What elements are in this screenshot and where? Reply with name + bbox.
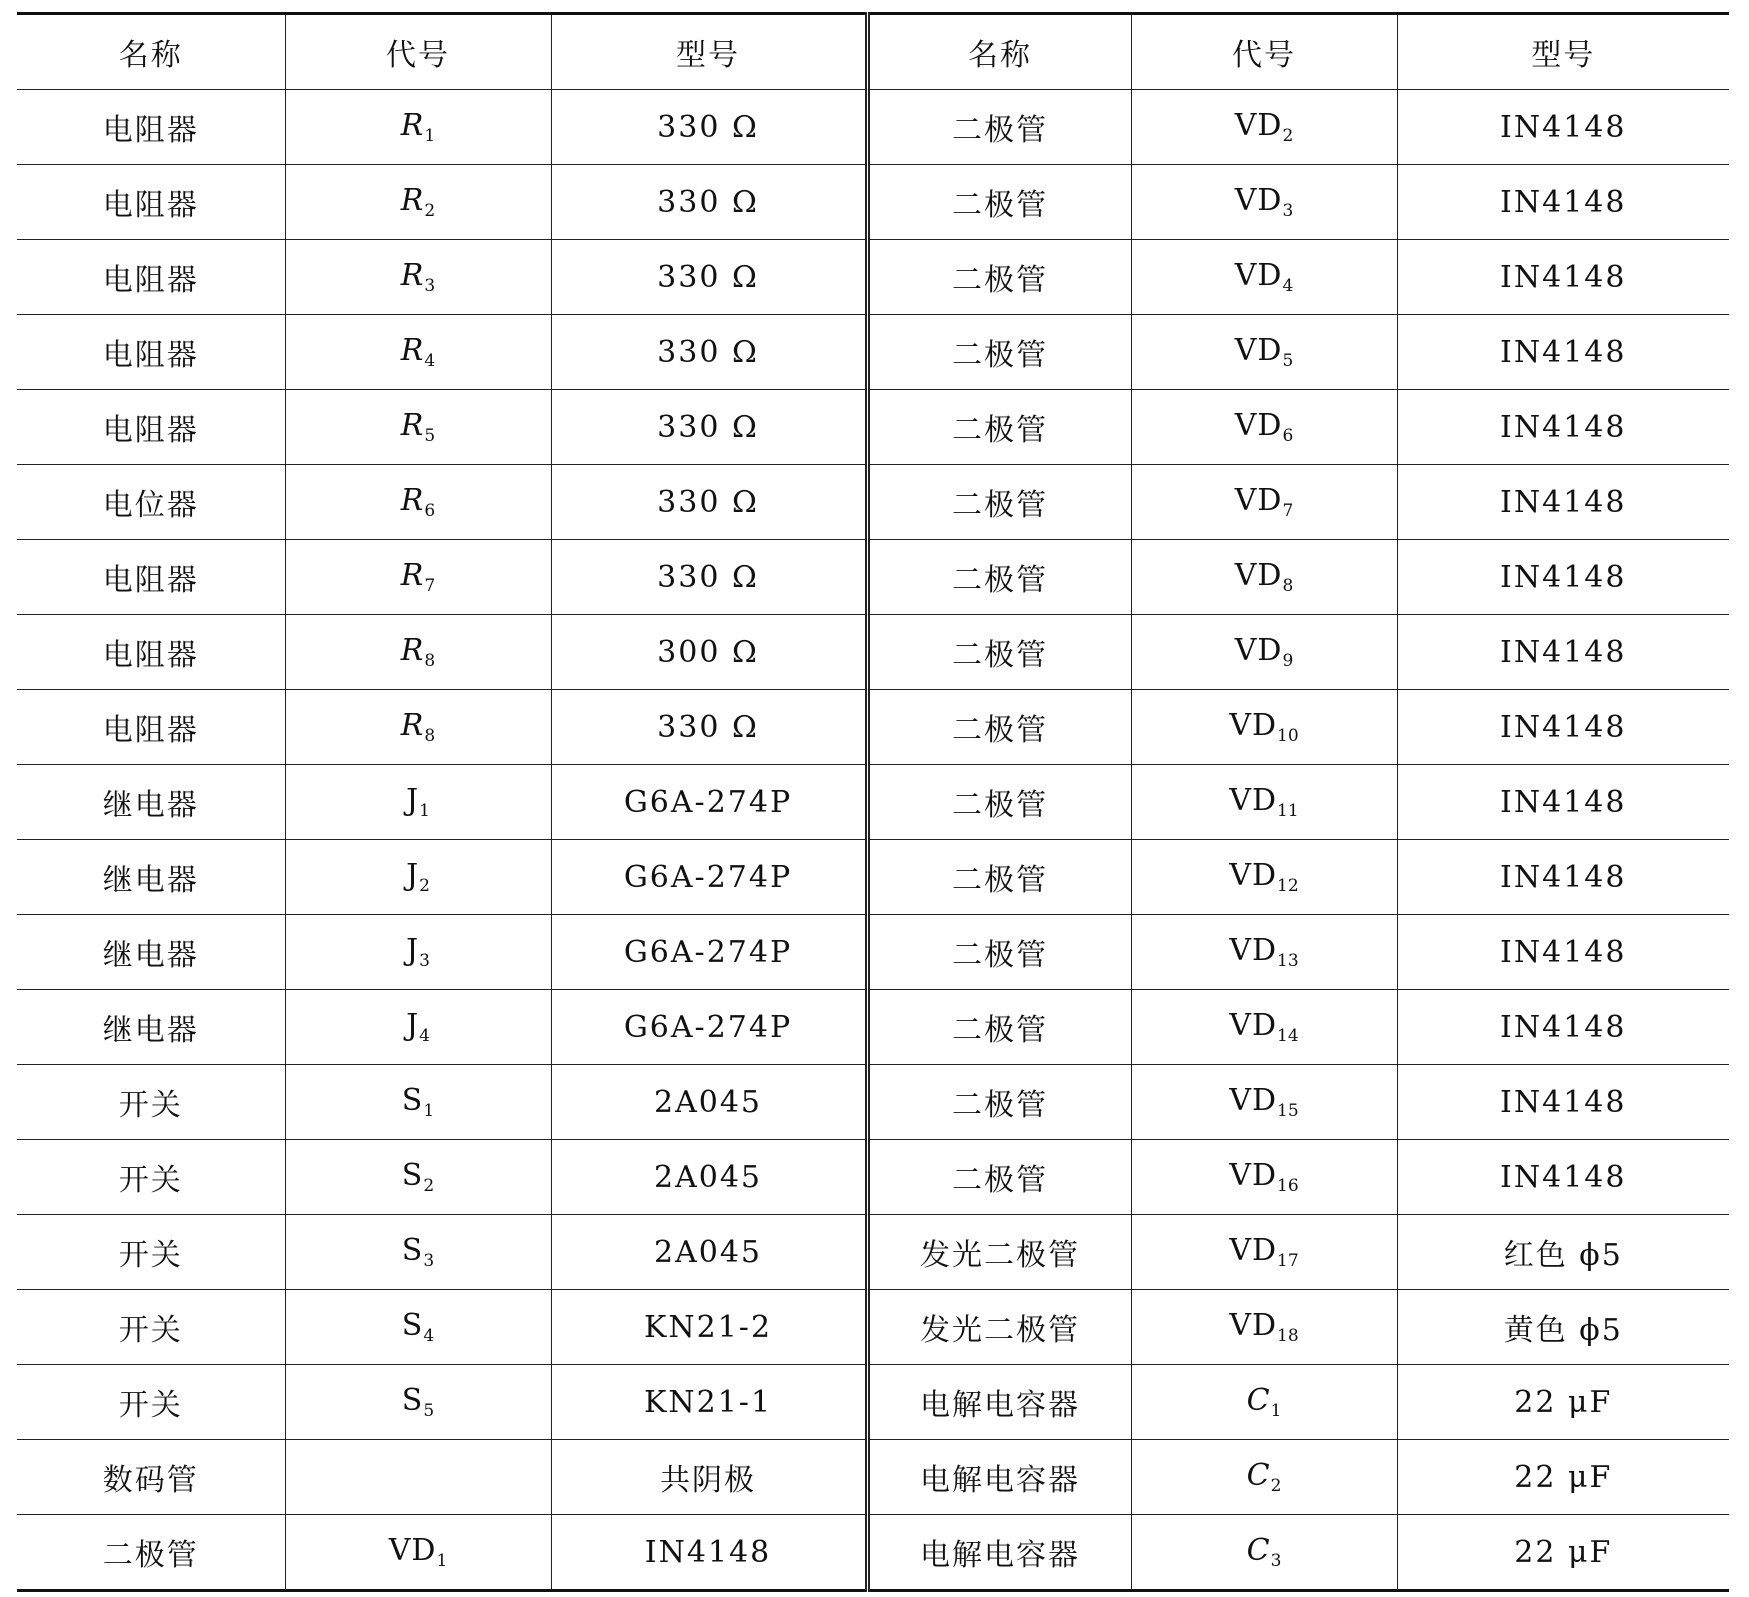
cell-name-left: 数码管 <box>17 1440 285 1515</box>
cell-name-left: 开关 <box>17 1215 285 1290</box>
cell-model-right: IN4148 <box>1397 765 1729 840</box>
cell-code-right <box>1131 90 1397 165</box>
code-subscript: 4 <box>424 351 436 371</box>
cell-model-right: 22 μF <box>1397 1515 1729 1591</box>
cell-code-right <box>1131 465 1397 540</box>
code-symbol: R <box>400 258 425 293</box>
component-table-container <box>17 12 1729 1592</box>
header-model-right: 型号 <box>1397 14 1729 90</box>
cell-code-right <box>1131 1290 1397 1365</box>
code-symbol: S <box>401 1308 424 1343</box>
code-subscript: 1 <box>1270 1401 1282 1421</box>
cell-name-left: 电位器 <box>17 465 285 540</box>
cell-model-left: G6A-274P <box>551 840 867 915</box>
code-subscript: 4 <box>419 1026 430 1046</box>
cell-name-right: 发光二极管 <box>867 1290 1131 1365</box>
cell-model-left: 2A045 <box>551 1065 867 1140</box>
cell-name-left: 电阻器 <box>17 165 285 240</box>
cell-name-left: 继电器 <box>17 915 285 990</box>
cell-name-left: 电阻器 <box>17 615 285 690</box>
code-symbol: S <box>401 1233 424 1268</box>
code-symbol: R <box>400 558 425 593</box>
code-subscript: 18 <box>1277 1326 1299 1346</box>
cell-model-right: IN4148 <box>1397 240 1729 315</box>
cell-model-left: 共阴极 <box>551 1440 867 1515</box>
cell-code-left <box>285 1065 551 1140</box>
header-model-left: 型号 <box>551 14 867 90</box>
table-row <box>17 1065 1729 1140</box>
code-subscript: 7 <box>424 576 436 596</box>
cell-code-left <box>285 615 551 690</box>
header-code-left: 代号 <box>285 14 551 90</box>
cell-model-right: IN4148 <box>1397 615 1729 690</box>
cell-model-right: 22 μF <box>1397 1440 1729 1515</box>
code-symbol: VD <box>1234 558 1283 593</box>
cell-code-right <box>1131 540 1397 615</box>
code-subscript: 13 <box>1277 951 1299 971</box>
header-name-right: 名称 <box>867 14 1131 90</box>
cell-model-left: 330 Ω <box>551 690 867 765</box>
cell-code-left <box>285 1365 551 1440</box>
cell-code-right <box>1131 240 1397 315</box>
table-row <box>17 915 1729 990</box>
code-subscript: 12 <box>1277 876 1299 896</box>
cell-code-left <box>285 540 551 615</box>
code-symbol: VD <box>1234 483 1283 518</box>
code-subscript: 2 <box>1270 1476 1282 1496</box>
code-symbol: VD <box>1229 1083 1278 1118</box>
code-symbol: J <box>406 858 420 893</box>
code-subscript: 8 <box>424 726 436 746</box>
cell-code-right <box>1131 690 1397 765</box>
cell-name-left: 电阻器 <box>17 390 285 465</box>
cell-name-right: 二极管 <box>867 1140 1131 1215</box>
cell-code-left <box>285 165 551 240</box>
cell-code-right <box>1131 1440 1397 1515</box>
code-symbol: VD <box>1234 408 1283 443</box>
code-subscript: 14 <box>1277 1026 1299 1046</box>
cell-name-right: 二极管 <box>867 990 1131 1065</box>
code-symbol: C <box>1246 1458 1271 1493</box>
cell-name-left: 二极管 <box>17 1515 285 1591</box>
code-subscript: 16 <box>1277 1176 1299 1196</box>
cell-code-left <box>285 1215 551 1290</box>
code-symbol: J <box>406 1008 420 1043</box>
cell-name-left: 电阻器 <box>17 315 285 390</box>
cell-model-left: G6A-274P <box>551 765 867 840</box>
cell-code-right <box>1131 1365 1397 1440</box>
code-symbol: C <box>1246 1383 1271 1418</box>
cell-name-right: 二极管 <box>867 465 1131 540</box>
cell-name-right: 电解电容器 <box>867 1515 1131 1591</box>
cell-model-right: IN4148 <box>1397 915 1729 990</box>
table-row <box>17 90 1729 165</box>
cell-code-right <box>1131 990 1397 1065</box>
code-subscript: 15 <box>1277 1101 1299 1121</box>
code-subscript: 5 <box>424 426 436 446</box>
cell-model-left: 330 Ω <box>551 240 867 315</box>
code-subscript: 2 <box>419 876 430 896</box>
code-symbol: VD <box>1234 258 1283 293</box>
cell-name-right: 二极管 <box>867 165 1131 240</box>
cell-model-left: IN4148 <box>551 1515 867 1591</box>
table-row <box>17 1365 1729 1440</box>
cell-model-left: 330 Ω <box>551 165 867 240</box>
table-row <box>17 840 1729 915</box>
cell-model-right: IN4148 <box>1397 390 1729 465</box>
cell-name-right: 二极管 <box>867 840 1131 915</box>
code-symbol: R <box>400 108 425 143</box>
code-subscript: 1 <box>419 801 430 821</box>
cell-name-left: 开关 <box>17 1290 285 1365</box>
cell-code-right <box>1131 840 1397 915</box>
cell-model-right: IN4148 <box>1397 1065 1729 1140</box>
cell-code-left <box>285 1290 551 1365</box>
cell-name-right: 电解电容器 <box>867 1365 1131 1440</box>
code-symbol: S <box>401 1158 424 1193</box>
code-subscript: 4 <box>1282 276 1294 296</box>
code-symbol: VD <box>1229 1008 1278 1043</box>
cell-model-left: 2A045 <box>551 1215 867 1290</box>
table-row <box>17 390 1729 465</box>
cell-code-left <box>285 765 551 840</box>
cell-model-right: IN4148 <box>1397 1140 1729 1215</box>
table-row <box>17 540 1729 615</box>
cell-model-left: G6A-274P <box>551 990 867 1065</box>
cell-model-left: 330 Ω <box>551 465 867 540</box>
table-row <box>17 615 1729 690</box>
header-name-left: 名称 <box>17 14 285 90</box>
cell-name-right: 二极管 <box>867 315 1131 390</box>
cell-code-left <box>285 90 551 165</box>
cell-model-right: IN4148 <box>1397 990 1729 1065</box>
code-subscript: 10 <box>1277 726 1299 746</box>
cell-code-left <box>285 315 551 390</box>
cell-model-right: IN4148 <box>1397 465 1729 540</box>
cell-name-right: 电解电容器 <box>867 1440 1131 1515</box>
code-symbol: VD <box>1234 183 1283 218</box>
code-symbol: VD <box>1229 1158 1278 1193</box>
cell-code-left <box>285 1140 551 1215</box>
cell-code-right <box>1131 1140 1397 1215</box>
code-symbol: S <box>401 1383 424 1418</box>
cell-name-right: 二极管 <box>867 615 1131 690</box>
cell-model-right: IN4148 <box>1397 165 1729 240</box>
code-symbol: R <box>400 708 425 743</box>
cell-code-right <box>1131 165 1397 240</box>
code-subscript: 6 <box>1282 426 1294 446</box>
table-row <box>17 315 1729 390</box>
code-symbol: R <box>400 483 425 518</box>
code-subscript: 1 <box>424 126 436 146</box>
cell-code-left <box>285 1440 551 1515</box>
table-row <box>17 1140 1729 1215</box>
code-subscript: 8 <box>1282 576 1294 596</box>
code-subscript: 9 <box>1282 651 1294 671</box>
code-symbol: R <box>400 333 425 368</box>
code-subscript: 3 <box>1270 1551 1282 1571</box>
cell-model-left: 330 Ω <box>551 390 867 465</box>
cell-code-right <box>1131 1515 1397 1591</box>
code-subscript: 8 <box>424 651 436 671</box>
cell-code-right <box>1131 1215 1397 1290</box>
code-symbol: VD <box>1229 708 1278 743</box>
cell-model-left: 330 Ω <box>551 540 867 615</box>
table-row <box>17 765 1729 840</box>
code-subscript: 5 <box>1282 351 1294 371</box>
table-row <box>17 1440 1729 1515</box>
cell-code-right <box>1131 315 1397 390</box>
header-code-right: 代号 <box>1131 14 1397 90</box>
cell-name-right: 二极管 <box>867 240 1131 315</box>
cell-name-left: 开关 <box>17 1365 285 1440</box>
code-subscript: 6 <box>424 501 436 521</box>
code-subscript: 4 <box>423 1326 435 1346</box>
table-row <box>17 1515 1729 1591</box>
code-subscript: 2 <box>424 201 436 221</box>
cell-code-left <box>285 840 551 915</box>
code-symbol: VD <box>1229 1233 1278 1268</box>
cell-name-right: 二极管 <box>867 540 1131 615</box>
cell-model-right: IN4148 <box>1397 540 1729 615</box>
code-subscript: 5 <box>423 1401 435 1421</box>
table-row <box>17 690 1729 765</box>
code-symbol: C <box>1246 1533 1271 1568</box>
code-subscript: 17 <box>1277 1251 1299 1271</box>
code-symbol: VD <box>1229 783 1278 818</box>
code-symbol: R <box>400 633 425 668</box>
cell-model-left: G6A-274P <box>551 915 867 990</box>
cell-code-left <box>285 465 551 540</box>
cell-name-left: 电阻器 <box>17 240 285 315</box>
cell-name-left: 电阻器 <box>17 90 285 165</box>
code-symbol: R <box>400 408 425 443</box>
cell-model-right: IN4148 <box>1397 840 1729 915</box>
code-symbol: S <box>401 1083 424 1118</box>
cell-name-right: 二极管 <box>867 90 1131 165</box>
table-body <box>17 14 1729 1591</box>
cell-model-right: IN4148 <box>1397 90 1729 165</box>
cell-model-left: 330 Ω <box>551 315 867 390</box>
cell-name-right: 发光二极管 <box>867 1215 1131 1290</box>
cell-name-left: 电阻器 <box>17 690 285 765</box>
cell-name-right: 二极管 <box>867 765 1131 840</box>
code-subscript: 2 <box>1282 126 1294 146</box>
cell-name-left: 开关 <box>17 1140 285 1215</box>
code-symbol: VD <box>1229 858 1278 893</box>
cell-code-left <box>285 915 551 990</box>
cell-model-right: IN4148 <box>1397 690 1729 765</box>
cell-code-left <box>285 1515 551 1591</box>
cell-code-right <box>1131 915 1397 990</box>
header-row <box>17 14 1729 90</box>
code-symbol: VD <box>388 1533 437 1568</box>
code-subscript: 1 <box>436 1551 448 1571</box>
code-symbol: VD <box>1229 1308 1278 1343</box>
cell-name-right: 二极管 <box>867 915 1131 990</box>
cell-name-left: 继电器 <box>17 990 285 1065</box>
cell-model-right: IN4148 <box>1397 315 1729 390</box>
cell-model-right: 22 μF <box>1397 1365 1729 1440</box>
cell-code-left <box>285 240 551 315</box>
cell-name-left: 继电器 <box>17 840 285 915</box>
code-subscript: 3 <box>1282 201 1294 221</box>
cell-model-left: 330 Ω <box>551 90 867 165</box>
code-subscript: 11 <box>1277 801 1299 821</box>
cell-model-left: 2A045 <box>551 1140 867 1215</box>
table-row <box>17 990 1729 1065</box>
table-row <box>17 465 1729 540</box>
code-symbol: VD <box>1234 333 1283 368</box>
code-symbol: VD <box>1234 108 1283 143</box>
cell-model-right: 黄色 ϕ5 <box>1397 1290 1729 1365</box>
cell-code-left <box>285 390 551 465</box>
cell-model-right: 红色 ϕ5 <box>1397 1215 1729 1290</box>
code-symbol: J <box>406 783 420 818</box>
cell-name-left: 继电器 <box>17 765 285 840</box>
code-symbol: VD <box>1229 933 1278 968</box>
cell-model-left: KN21-1 <box>551 1365 867 1440</box>
cell-code-left <box>285 690 551 765</box>
cell-name-right: 二极管 <box>867 690 1131 765</box>
cell-code-right <box>1131 390 1397 465</box>
code-symbol: VD <box>1234 633 1283 668</box>
cell-name-right: 二极管 <box>867 1065 1131 1140</box>
cell-name-left: 电阻器 <box>17 540 285 615</box>
code-subscript: 3 <box>423 1251 435 1271</box>
table-row <box>17 165 1729 240</box>
code-subscript: 3 <box>424 276 436 296</box>
code-subscript: 7 <box>1282 501 1294 521</box>
table-row <box>17 240 1729 315</box>
cell-model-left: KN21-2 <box>551 1290 867 1365</box>
code-symbol: J <box>406 933 420 968</box>
cell-code-right <box>1131 765 1397 840</box>
cell-code-right <box>1131 1065 1397 1140</box>
cell-name-left: 开关 <box>17 1065 285 1140</box>
table-row <box>17 1215 1729 1290</box>
code-symbol: R <box>400 183 425 218</box>
code-subscript: 3 <box>419 951 430 971</box>
cell-name-right: 二极管 <box>867 390 1131 465</box>
cell-model-left: 300 Ω <box>551 615 867 690</box>
code-subscript: 1 <box>423 1101 435 1121</box>
cell-code-left <box>285 990 551 1065</box>
code-subscript: 2 <box>423 1176 435 1196</box>
table-row <box>17 1290 1729 1365</box>
cell-code-right <box>1131 615 1397 690</box>
component-table <box>17 12 1729 1592</box>
